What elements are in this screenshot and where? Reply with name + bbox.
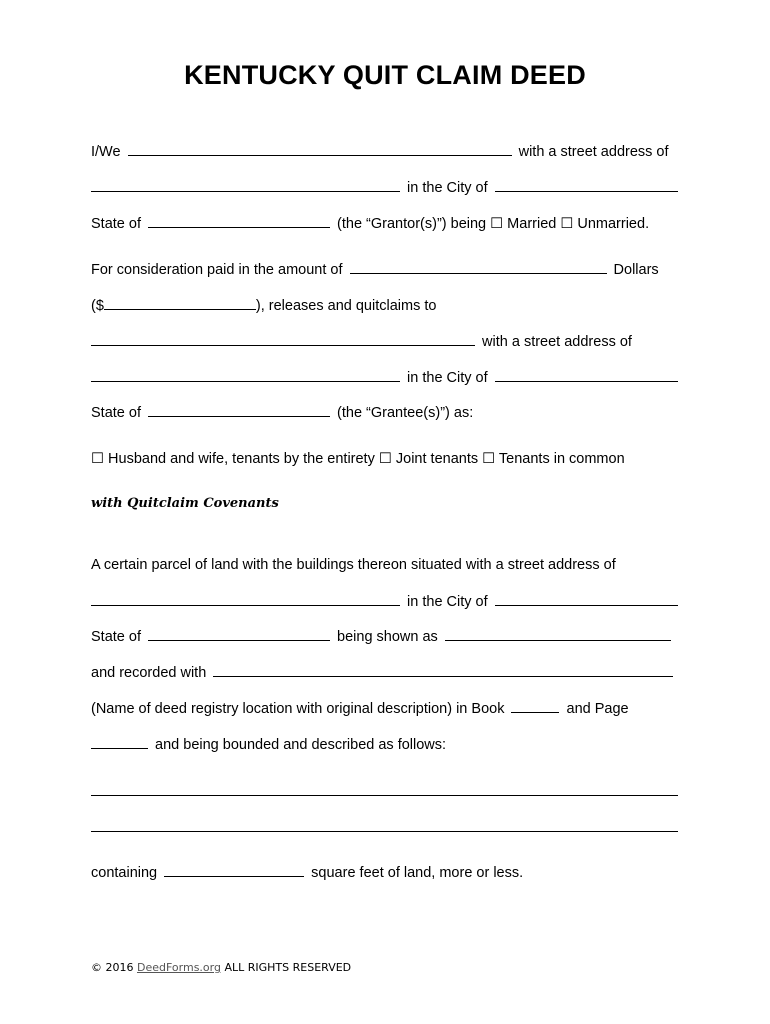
square-feet-field[interactable]: [164, 862, 304, 877]
registry-label: (Name of deed registry location with original description) in Book: [91, 701, 505, 717]
street-address-label: with a street address of: [518, 144, 669, 160]
grantee-name-line: [91, 331, 681, 351]
grantee-state-field[interactable]: [148, 402, 330, 417]
grantee-street-field[interactable]: [91, 367, 400, 382]
consideration-label: For consideration paid in the amount of: [91, 262, 343, 278]
copyright-text: © 2016: [91, 961, 134, 974]
consideration-line: [91, 259, 681, 279]
description-line-1[interactable]: [91, 795, 678, 796]
and-page-label: and Page: [566, 701, 629, 717]
parcel-state-field[interactable]: [148, 626, 330, 641]
page-field[interactable]: [91, 734, 148, 749]
registry-line: [91, 698, 681, 718]
consideration-amount-field[interactable]: [104, 295, 256, 310]
iwe-label: I/We: [91, 144, 121, 160]
grantor-name-field[interactable]: [128, 141, 512, 156]
consideration-amount-words-field[interactable]: [350, 259, 607, 274]
bounded-label: and being bounded and described as follows:: [155, 737, 447, 753]
dollar-open-label: ($: [91, 298, 104, 314]
parcel-shown-as-field[interactable]: [445, 626, 671, 641]
parcel-city-field[interactable]: [495, 591, 678, 606]
dollars-label: Dollars: [613, 262, 659, 278]
containing-label: containing: [91, 865, 158, 881]
grantee-city-field[interactable]: [495, 367, 678, 382]
grantor-address-line: [91, 177, 681, 197]
grantee-as-text: (the “Grantee(s)”) as:: [337, 405, 474, 421]
containing-line: [91, 862, 681, 882]
grantor-street-field[interactable]: [91, 177, 400, 192]
parcel-state-label: State of: [91, 629, 141, 645]
deedforms-link[interactable]: DeedForms.org: [137, 961, 221, 974]
recorded-with-label: and recorded with: [91, 665, 207, 681]
parcel-city-label: in the City of: [407, 594, 488, 610]
grantee-street-label: with a street address of: [482, 334, 632, 350]
grantor-state-field[interactable]: [148, 213, 330, 228]
grantor-state-line: [91, 213, 681, 233]
square-feet-label: square feet of land, more or less.: [311, 865, 524, 881]
parcel-intro-line: A certain parcel of land with the buildings thereon situated with a street address of: [91, 557, 616, 573]
bounded-line: [91, 734, 681, 754]
grantee-city-label: in the City of: [407, 370, 488, 386]
grantee-address-line: [91, 367, 681, 387]
page-title: KENTUCKY QUIT CLAIM DEED: [184, 60, 586, 90]
grantor-marital-text: (the “Grantor(s)”) being ☐ Married ☐ Unmarried.: [337, 216, 650, 232]
footer: [91, 961, 351, 974]
description-line-2[interactable]: [91, 831, 678, 832]
grantee-name-field[interactable]: [91, 331, 475, 346]
grantee-state-line: [91, 402, 681, 422]
book-field[interactable]: [511, 698, 559, 713]
releases-label: ), releases and quitclaims to: [255, 298, 437, 314]
covenants-heading: with Quitclaim Covenants: [91, 496, 279, 511]
parcel-street-field[interactable]: [91, 591, 400, 606]
parcel-state-line: [91, 626, 681, 646]
recorded-with-line: [91, 662, 681, 682]
consideration-number-line: [91, 295, 681, 315]
rights-text: ALL RIGHTS RESERVED: [224, 961, 352, 974]
parcel-address-line: [91, 591, 681, 611]
grantor-name-line: [91, 141, 681, 161]
grantor-city-field[interactable]: [495, 177, 678, 192]
state-label: State of: [91, 216, 141, 232]
being-shown-label: being shown as: [337, 629, 438, 645]
city-label: in the City of: [407, 180, 488, 196]
grantee-state-label: State of: [91, 405, 141, 421]
tenancy-options-line[interactable]: ☐ Husband and wife, tenants by the entirety ☐ Joint tenants ☐ Tenants in common: [91, 451, 625, 467]
recorded-with-field[interactable]: [213, 662, 673, 677]
